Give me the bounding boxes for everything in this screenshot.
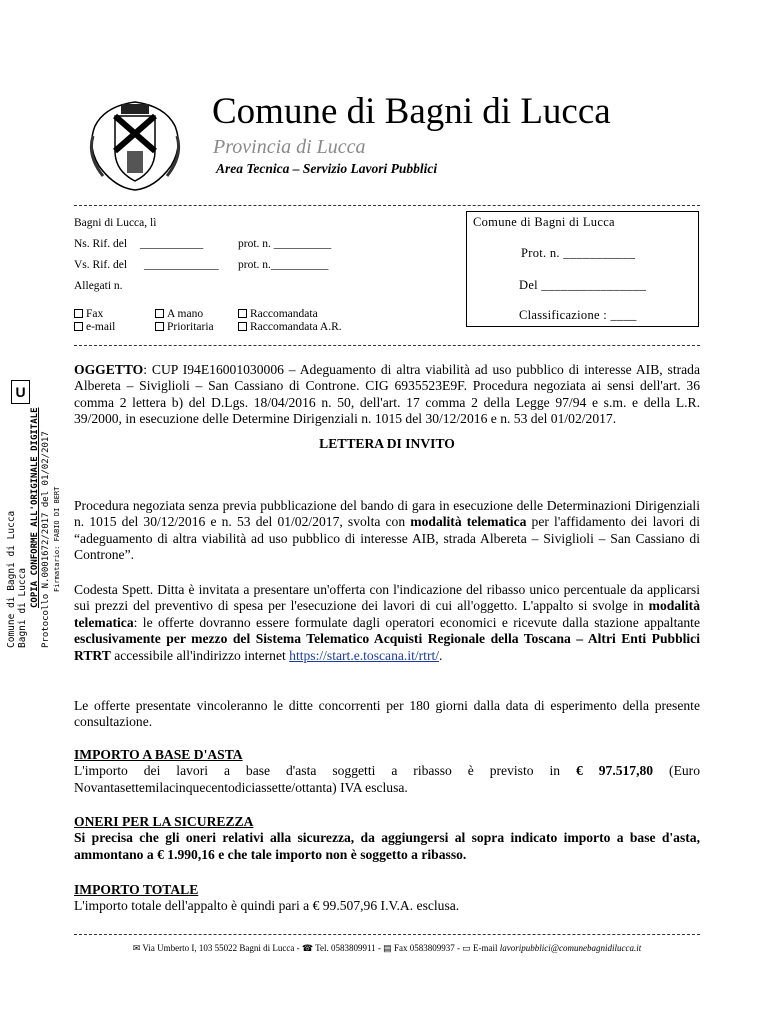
department-label: Area Tecnica – Servizio Lavori Pubblici: [216, 161, 438, 176]
footer-fax: Fax 0583809937 -: [393, 943, 463, 953]
protocol-stamp: [6, 380, 76, 648]
oggetto-label: OGGETTO: [74, 362, 144, 377]
page-title: Comune di Bagni di Lucca: [212, 91, 611, 132]
checkbox-icon: [238, 309, 247, 318]
protocol-box-title: Comune di Bagni di Lucca: [473, 215, 615, 229]
option-raccomandata-ar[interactable]: Raccomandata A.R.: [238, 320, 342, 334]
footer-tel: Tel. 0583809911 -: [315, 943, 384, 953]
protocol-date: Del ________________: [519, 278, 647, 292]
checkbox-icon: [74, 309, 83, 318]
place-date: Bagni di Lucca, lì: [74, 217, 157, 229]
option-prioritaria[interactable]: Prioritaria: [155, 320, 214, 334]
stamp-copy-label: COPIA CONFORME ALL'ORIGINALE DIGITALE: [30, 407, 40, 608]
ns-rif-label: Ns. Rif. del: [74, 238, 128, 250]
footer-email[interactable]: lavoripubblici@comunebagnidilucca.it: [499, 943, 642, 953]
divider: [74, 934, 700, 935]
oneri-heading: ONERI PER LA SICUREZZA: [74, 814, 254, 829]
allegati-label: Allegati n.: [74, 280, 123, 292]
stamp-letter: U: [11, 380, 30, 404]
importo-base-section: [74, 747, 700, 796]
option-raccomandata[interactable]: Raccomandata: [238, 307, 318, 321]
phone-icon: ☎: [301, 943, 314, 953]
oggetto-text: : CUP I94E16001030006 – Adeguamento di altra viabilità ad uso pubblico di interesse AIB, strada Albereta – Siviglioli – San Cassiano di Controne. CIG 6935523E9F. Procedura negoziata ai sensi dell'art. 36 comma 2 lettera b) del D.Lgs. 18/04/2016 n. 50, dell'art. 17 comma 2 della Legge 97/94 e s.m. e della L.R. 39/2000, in esecuzione delle Determine Dirigenziali n. 1015 del 30/12/2016 e n. 53 del 01/02/2017.: [74, 362, 700, 427]
option-a-mano[interactable]: A mano: [155, 307, 203, 321]
checkbox-icon: [155, 322, 164, 331]
footer-contacts: [74, 943, 700, 954]
vs-rif-label: Vs. Rif. del: [74, 259, 128, 271]
importo-totale-section: [74, 882, 700, 915]
protocol-box: [466, 211, 699, 327]
option-fax[interactable]: Fax: [74, 307, 103, 321]
validity-paragraph: Le offerte presentate vincoleranno le ditte concorrenti per 180 giorni dalla data di esperimento della presente consultazione.: [74, 698, 700, 730]
stamp-comune: Comune di Bagni di Lucca: [6, 510, 17, 648]
ns-rif-blank: ___________: [140, 238, 204, 250]
computer-icon: ▭: [462, 943, 471, 953]
stamp-signer: Firmatario: FABIO DI BERT: [53, 486, 61, 592]
footer-address: Via Umberto I, 103 55022 Bagni di Lucca -: [142, 943, 302, 953]
invitation-paragraph: Codesta Spett. Ditta è invitata a presentare un'offerta con l'indicazione del ribasso unico percentuale da applicarsi sui prezzi del preventivo di spesa per l'esecuzione dei lavori di cui all'oggetto. L'appalto si svolge in modalità telematica: le offerte dovranno essere formulate dagli operatori economici e ricevute dalla stazione appaltante esclusivamente per mezzo del Sistema Telematico Acquisti Regionale della Toscana – Altri Enti Pubblici RTRT accessibile all'indirizzo internet https://start.e.toscana.it/rtrt/.: [74, 582, 700, 663]
divider: [74, 205, 700, 206]
checkbox-icon: [155, 309, 164, 318]
classification: Classificazione : ____: [519, 308, 637, 322]
envelope-icon: ✉: [132, 943, 141, 953]
oggetto-paragraph: [74, 362, 700, 428]
stamp-city: Bagni di Lucca: [17, 567, 28, 648]
province-subtitle: Provincia di Lucca: [213, 136, 366, 158]
importo-totale-text: L'importo totale dell'appalto è quindi pari a € 99.507,96 I.V.A. esclusa.: [74, 898, 460, 914]
divider: [74, 345, 700, 346]
oneri-text: Si precisa che gli oneri relativi alla sicurezza, da aggiungersi al sopra indicato importo a base d'asta, ammontano a € 1.990,16 e che tale importo non è soggetto a ribasso.: [74, 830, 700, 862]
stamp-protocol: Protocollo N.0001672/2017 del 01/02/2017: [41, 431, 51, 648]
checkbox-icon: [238, 322, 247, 331]
protocol-number: Prot. n. ___________: [521, 246, 636, 260]
letter-title: LETTERA DI INVITO: [319, 436, 455, 451]
municipal-crest-logo: [85, 96, 185, 192]
rtrt-link[interactable]: https://start.e.toscana.it/rtrt/: [289, 647, 440, 663]
checkbox-icon: [74, 322, 83, 331]
importo-totale-heading: IMPORTO TOTALE: [74, 882, 199, 897]
vs-prot: prot. n.__________: [238, 259, 329, 271]
importo-base-text: L'importo dei lavori a base d'asta soggetti a ribasso è previsto in € 97.517,80 (Euro Novantasettemilacinquecentodiciassette/ottanta) IVA esclusa.: [74, 763, 701, 795]
vs-rif-blank: _____________: [144, 259, 219, 271]
oneri-section: [74, 814, 700, 863]
option-email[interactable]: e-mail: [74, 320, 115, 334]
importo-base-heading: IMPORTO A BASE D'ASTA: [74, 747, 243, 762]
intro-paragraph: Procedura negoziata senza previa pubblicazione del bando di gara in esecuzione delle Determinazioni Dirigenziali n. 1015 del 30/12/2016 e n. 53 del 01/02/2017, svolta con modalità telematica per l'affidamento dei lavori di “adeguamento di altra viabilità ad uso pubblico di interesse AIB, strada Albereta – Siviglioli – San Cassiano di Controne”.: [74, 498, 700, 563]
ns-prot: prot. n. __________: [238, 238, 332, 250]
fax-icon: ▤: [383, 943, 392, 953]
footer-email-label: E-mail: [472, 943, 500, 953]
